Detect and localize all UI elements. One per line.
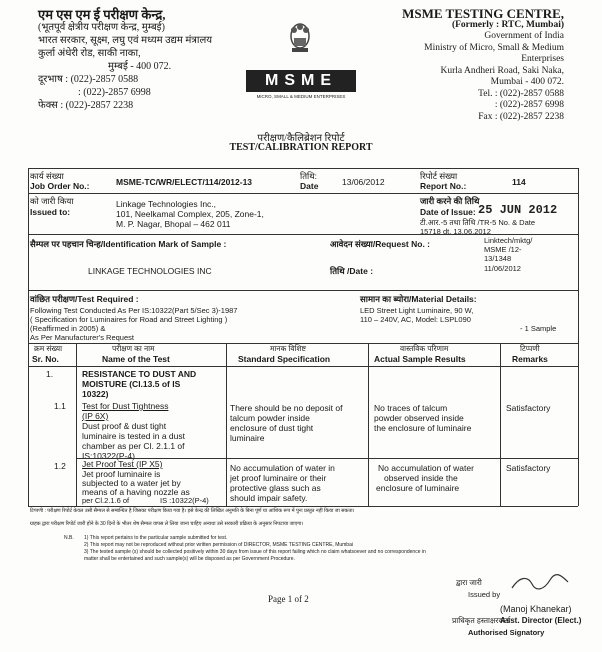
issue-date-label-hindi: जारी करने की तिथि xyxy=(420,196,480,206)
col-header: Name of the Test xyxy=(102,354,170,364)
sample-id-label: सैम्पल पर पहचान चिन्ह/Identification Mark of Sample : xyxy=(30,239,227,249)
sample-id-value: LINKAGE TECHNOLOGIES INC xyxy=(88,266,212,276)
col-divider xyxy=(368,343,369,506)
result-line: powder observed inside xyxy=(374,413,464,423)
col-divider xyxy=(226,343,227,506)
request-value-line: 13/1348 xyxy=(484,254,512,263)
note-hindi-line: ग्राहक द्वारा परीक्षण रिपोर्ट जारी होने के 30 दिनों के भीतर शेष सैम्पल वापस ले लिया जाना चाहिए अन्यथा उसे सरकारी प्रक्रिया के अनुसार निपटाया जाएगा। xyxy=(30,521,304,527)
test-title: Jet Proof Test (IP X5) xyxy=(82,459,163,469)
test-required-line: (Reaffirmed in 2005) & xyxy=(30,324,106,333)
report-title-hindi: परीक्षण/कैलिब्रेशन रिपोर्ट xyxy=(257,133,345,144)
col-divider xyxy=(76,343,77,506)
frame-edge xyxy=(28,168,29,506)
col-header-hindi: क्रम संख्या xyxy=(34,344,63,353)
spec-line: No accumulation of water in xyxy=(230,463,335,473)
header-right-line: Mumbai - 400 072. xyxy=(490,77,564,87)
material-line: LED Street Light Luminaire, 90 W, xyxy=(360,306,474,315)
spec-line: should impair safety. xyxy=(230,493,308,503)
job-label: Job Order No.: xyxy=(30,181,90,191)
col-divider xyxy=(500,343,501,506)
rule xyxy=(28,506,578,507)
header-right-line: Kurla Andheri Road, Saki Naka, xyxy=(440,65,564,76)
row-number: 1.1 xyxy=(54,401,66,411)
header-left-line: मुम्बई - 400 072. xyxy=(108,61,172,72)
job-order-number: MSME-TC/WR/ELECT/114/2012-13 xyxy=(116,177,253,187)
section-title-line: 10322) xyxy=(82,389,109,399)
request-date-label: तिथि /Date : xyxy=(330,266,374,276)
header-right-line: Enterprises xyxy=(521,54,564,64)
header-left-line: फेक्स : (022)-2857 2238 xyxy=(38,100,134,111)
date-label: Date xyxy=(300,181,319,191)
test-desc-line: IS:10322(P-4) xyxy=(82,451,135,461)
header-right-line: Fax : (022)-2857 2238 xyxy=(478,111,564,122)
col-header: Sr. No. xyxy=(32,354,59,364)
section-number: 1. xyxy=(46,369,54,379)
result-line: observed inside the xyxy=(384,473,458,483)
report-number: 114 xyxy=(512,177,526,187)
test-subtitle: (IP 6X) xyxy=(82,411,109,421)
remark: Satisfactory xyxy=(506,463,551,473)
header-right-line: : (022)-2857 6998 xyxy=(494,100,564,110)
issued-by-hindi: द्वारा जारी xyxy=(456,578,482,587)
msme-logo-subtitle: MICRO, SMALL & MEDIUM ENTERPRISES xyxy=(256,94,346,99)
section-title-line: MOISTURE (Cl.13.5 of IS xyxy=(82,379,181,389)
rule xyxy=(28,234,578,235)
nb-item: 1) This report pertains to the particular sample submitted for test. xyxy=(84,535,228,541)
spec-line: protective glass such as xyxy=(230,483,321,493)
spec-line: jet proof luminaire or their xyxy=(230,473,327,483)
test-required-line: ( Specification for Luminaires for Road and Street Lighting ) xyxy=(30,315,228,324)
nb-label: N.B. xyxy=(64,535,74,541)
spec-line: talcum powder inside xyxy=(230,413,310,423)
signature-icon xyxy=(510,574,570,592)
header-left-line: : (022)-2857 6998 xyxy=(78,87,151,98)
spec-line: There should be no deposit of xyxy=(230,403,343,413)
header-right-line: (Formerly : RTC, Mumbai) xyxy=(451,19,564,30)
col-header-hindi: वास्तविक परिणाम xyxy=(400,344,449,353)
col-header-hindi: परीक्षण का नाम xyxy=(112,344,155,353)
request-date: 11/06/2012 xyxy=(484,264,521,273)
note-hindi-line: टिप्पणी : परीक्षण रिपोर्ट केवल उसी सैम्पल से सम्बन्धित है जिसका परीक्षण किया गया है। इसे केन्द्र की लिखित अनुमति के बिना पूर्ण या आंशिक रूप में पुनः प्रस्तुत नहीं किया जा सकता। xyxy=(30,508,355,514)
test-desc-line: Dust proof & dust tight xyxy=(82,421,167,431)
material-line: - 1 Sample xyxy=(520,324,557,333)
issued-to-line: M. P. Nagar, Bhopal – 462 011 xyxy=(116,219,231,229)
col-header-hindi: मानक विशिष्ट xyxy=(270,344,306,353)
request-label: आवेदन संख्या/Request No. : xyxy=(330,239,430,249)
report-title: TEST/CALIBRATION REPORT xyxy=(229,142,373,153)
test-desc-line: IS :10322(P-4) xyxy=(160,496,209,505)
header-left-line: कुर्ला अंधेरी रोड, साकी नाका, xyxy=(38,48,141,59)
nb-item: matter shall be entertained and such sample(s) will be disposed as per Government Procedure. xyxy=(84,556,295,562)
header-right-line: Ministry of Micro, Small & Medium xyxy=(424,42,564,53)
frame-edge xyxy=(578,168,579,506)
issued-to-line: Linkage Technologies Inc., xyxy=(116,199,217,209)
header-right-address xyxy=(402,8,564,123)
spec-line: luminaire xyxy=(230,433,265,443)
result-line: the enclosure of luminaire xyxy=(374,423,472,433)
test-desc-line: per Cl.2.1.6 of xyxy=(82,496,130,505)
test-desc-line: luminaire is tested in a dust xyxy=(82,431,185,441)
header-right-line: Tel. : (022)-2857 0588 xyxy=(478,88,564,99)
header-left-line: भारत सरकार, सूक्ष्म, लघु एवं मध्यम उद्यम मंत्रालय xyxy=(38,35,213,46)
nb-item: 2) This report may not be reproduced without prior written permission of DIRECTOR, MSME TESTING CENTRE, Mumbai xyxy=(84,542,353,548)
rule xyxy=(28,366,578,367)
header-right-line: Government of India xyxy=(484,31,564,41)
request-value-line: Linktech/mktg/ xyxy=(484,236,533,245)
signatory-name: (Manoj Khanekar) xyxy=(500,604,572,614)
header-left-line: दूरभाष : (022)-2857 0588 xyxy=(38,74,139,85)
test-required-line: As Per Manufacturer's Request xyxy=(30,333,134,342)
issue-date-stamp: 25 JUN 2012 xyxy=(478,203,558,217)
issued-to-line: 101, Neelkamal Complex, 205, Zone-1, xyxy=(116,209,264,219)
test-desc-line: means of a having nozzle as xyxy=(82,487,190,497)
test-desc-line: subjected to a water jet by xyxy=(82,478,181,488)
issued-label-hindi: को जारी किया xyxy=(30,196,74,206)
rule xyxy=(28,290,578,291)
tr5-label: टी.आर.-5 तथा तिथि /TR-5 No. & Date xyxy=(420,218,536,227)
signatory-designation-hindi: प्राधिकृत हस्ताक्षरकर्ता xyxy=(452,616,511,625)
test-title: Test for Dust Tightness xyxy=(82,401,169,411)
header-left-line: एम एस एम ई परीक्षण केन्द्र, xyxy=(38,7,166,22)
authorised-signatory: Authorised Signatory xyxy=(468,628,545,637)
remark: Satisfactory xyxy=(506,403,551,413)
col-header-hindi: टिप्पणी xyxy=(520,344,540,353)
job-date: 13/06/2012 xyxy=(342,177,385,187)
header-left-line: (भूतपूर्व क्षेत्रीय परीक्षण केन्द्र, मुम्बई) xyxy=(38,22,165,33)
report-label: Report No.: xyxy=(420,181,467,191)
issued-label: Issued to: xyxy=(30,207,71,217)
material-label: सामान का ब्योरा/Material Details: xyxy=(360,294,477,304)
report-label-hindi: रिपोर्ट संख्या xyxy=(420,171,458,181)
test-required-line: Following Test Conducted As Per IS:10322(Part 5/Sec 3)-1987 xyxy=(30,306,238,315)
section-title-line: RESISTANCE TO DUST AND xyxy=(82,369,197,379)
col-header: Standard Specification xyxy=(238,354,331,364)
issue-date-label: Date of Issue: xyxy=(420,207,476,217)
result-line: No traces of talcum xyxy=(374,403,448,413)
col-header: Remarks xyxy=(512,354,548,364)
tr5-value: 15718 dt. 13.06.2012 xyxy=(420,227,491,236)
spec-line: enclosure of dust tight xyxy=(230,423,314,433)
page-number: Page 1 of 2 xyxy=(268,594,309,604)
test-required-label: वांछित परीक्षण/Test Required : xyxy=(30,294,139,304)
issued-by: Issued by xyxy=(468,590,501,599)
row-number: 1.2 xyxy=(54,461,66,471)
col-header: Actual Sample Results xyxy=(374,354,466,364)
header-left-address xyxy=(38,8,212,112)
rule xyxy=(28,168,578,169)
job-label-hindi: कार्य संख्या xyxy=(30,171,64,181)
national-emblem-icon xyxy=(282,18,318,58)
rule xyxy=(28,193,578,194)
nb-item: 3) The tested sample (s) should be collected positively within 30 days from issue of this report failing which no claim whatsoever and no correspondence in xyxy=(84,549,426,555)
result-line: No accumulation of water xyxy=(378,463,474,473)
material-line: 110 – 240V, AC, Model: LSPL090 xyxy=(360,315,471,324)
msme-logo: MSME xyxy=(246,70,356,92)
header-right-line: MSME TESTING CENTRE, xyxy=(402,6,564,21)
request-value-line: MSME /12- xyxy=(484,245,522,254)
result-line: enclosure of luminaire xyxy=(376,483,460,493)
signatory-designation: Asst. Director (Elect.) xyxy=(500,616,582,625)
test-desc-line: Jet proof luminaire is xyxy=(82,469,161,479)
test-desc-line: chamber as per Cl. 2.1.1 of xyxy=(82,441,185,451)
date-label-hindi: तिथि: xyxy=(300,171,318,181)
